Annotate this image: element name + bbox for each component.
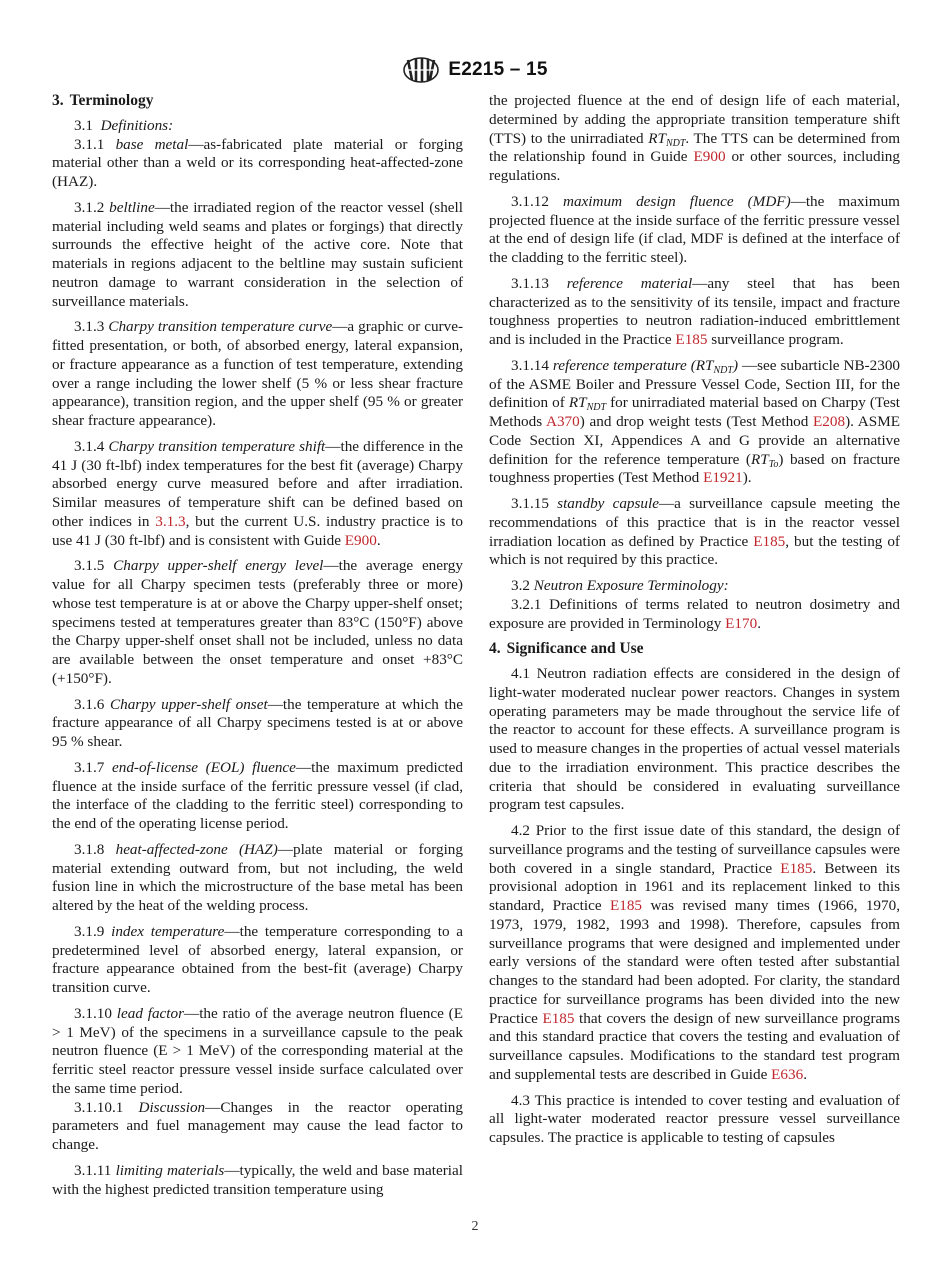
link-e185[interactable]: E185 [542,1009,575,1027]
paragraph-4-3: 4.3 This practice is intended to cover testing and evaluation of all light-water moderated reactor pressure vessel surveillance capsules. The practice is applicable to testing of capsules [489,1091,900,1146]
link-e185[interactable]: E185 [753,532,786,550]
link-e185[interactable]: E185 [675,331,708,348]
page-header [0,56,950,84]
link-3-1-3[interactable]: 3.1.3 [155,512,186,530]
section-heading-terminology: 3. Terminology [52,92,154,109]
definition-lead-factor: 3.1.10 lead factor—the ratio of the average neutron fluence (E > 1 MeV) of the specimens in a surveillance capsule to the peak neutron fluence (E > 1 MeV) of the corresponding material at the ferritic steel reactor pressure vessel inside surface calculated over the same time period. [52,1004,464,1097]
paragraph-4-1: 4.1 Neutron radiation effects are considered in the design of light-water moderated nuclear power reactors. Changes in system operating parameters may be made throughout the service life of the reactor to account for these effects. A surveillance program is used to measure changes in the properties of actual vessel materials due to the irradiation environment. This practice describes the criteria that should be considered in evaluating surveillance program test capsules. [489,665,901,814]
link-e900[interactable]: E900 [693,148,726,166]
section-heading-significance: 4. Significance and Use [489,640,644,658]
definition-upper-shelf-energy: 3.1.5 Charpy upper-shelf energy level—the average energy value for all Charpy specimen tests (preferably three or more) whose test temperature is at or above the Charpy upper-shelf onset; specimens tested at temperatures greater than 83°C (150°F) above the Charpy upper-shelf onset shall not be included, unless no data are available between the onset temperature and onset +83°C (+150°F). [52,557,463,687]
link-e636[interactable]: E636 [771,1065,804,1083]
definition-reference-temperature: 3.1.14 reference temperature $(RT_{NDT})$ —see subarticle NB-2300 of the ASME Boiler and Pressure Vessel Code, Section III, for the definition of $RT_{NDT}$ for unirradiated material based on Charpy (Test Methods A370) and drop weight tests (Test Method E208). ASME Code Section XI, Appendices A and G provide an alternative definition for the reference temperature $(RT_{To})$ based on fracture toughness properties (Test Method E1921). [489,356,901,487]
definition-eol-fluence: 3.1.7 end-of-license (EOL) fluence—the maximum predicted fluence at the inside surface of the ferritic pressure vessel (if clad, the interface of the cladding to the ferritic steel) corresponding to the end of the operating license period. [52,758,463,832]
definition-standby-capsule: 3.1.15 standby capsule—a surveillance capsule meeting the recommendations of this practice that is in the reactor vessel irradiation location as defined by Practice E185, but the testing of which is not required by this practice. [489,495,901,569]
link-e208[interactable]: E208 [813,413,846,430]
link-e900[interactable]: E900 [344,531,377,549]
definition-charpy-curve: 3.1.3 Charpy transition temperature curve—a graphic or curve-fitted presentation, or both, of absorbed energy, lateral expansion, or fracture appearance as a function of test temperature, extending over a range including the lower shelf (5 % or less shear fracture appearance), transition region, and the upper shelf (95 % or greater shear fracture appearance). [52,318,463,429]
definition-index-temperature: 3.1.9 index temperature—the temperature corresponding to a predetermined level of absorbed energy, lateral expansion, or fracture appearance obtained from the best-fit (average) Charpy transition curve. [52,922,464,996]
definition-limiting-materials-continued: the projected fluence at the end of design life of each material, determined by adding the appropriate transition temperature shift (TTS) to the unirradiated $RT_{NDT}$. The TTS can be determined from the relationship found in Guide E900 or other sources, including regulations. [489,92,901,184]
left-column [52,92,463,1206]
link-e185[interactable]: E185 [609,897,643,914]
link-e1921[interactable]: E1921 [703,469,743,487]
definition-reference-material: 3.1.13 reference material—any steel that has been characterized as to the sensitivity of its tensile, impact and fracture toughness properties to neutron radiation-induced embrittlement and is included in the Practice E185 surveillance program. [489,274,901,348]
link-e170[interactable]: E170 [725,614,758,632]
discussion-lead-factor: 3.1.10.1 Discussion—Changes in the reactor operating parameters and fuel management may cause the lead factor to change. [52,1098,463,1153]
right-column [489,92,900,1155]
definition-upper-shelf-onset: 3.1.6 Charpy upper-shelf onset—the temperature at which the fracture appearance of all Charpy specimens tested is at or above 95 % shear. [52,695,463,750]
definition-charpy-shift: 3.1.4 Charpy transition temperature shift—the difference in the 41 J (30 ft-lbf) index temperatures for the best fit (average) Charpy absorbed energy curve measured before and after irradiation. Similar measures of temperature shift can be defined based on other indices in 3.1.3, but the current U.S. industry practice is to use 41 J (30 ft-lbf) and is consistent with Guide E900. [52,437,463,549]
document-id: E2215 – 15 [448,59,548,80]
definition-base-metal: 3.1.1 base metal—as-fabricated plate material or forging material other than a weld or its corresponding heat-affected-zone (HAZ). [52,135,463,190]
link-a370[interactable]: A370 [546,413,580,430]
definition-mdf: 3.1.12 maximum design fluence (MDF)—the maximum projected fluence at the inside surface of the ferritic pressure vessel at the end of design life (if clad, MDF is defined at the interface of the cladding to the ferritic steel). [489,192,900,266]
astm-logo-icon [402,56,440,84]
page-number: 2 [471,1219,479,1234]
definition-haz: 3.1.8 heat-affected-zone (HAZ)—plate material or forging material extending outward from, but not including, the weld fusion line in which the microstructure of the base metal has been altered by the heat of the welding process. [52,840,463,914]
definition-neutron-dosimetry: 3.2.1 Definitions of terms related to neutron dosimetry and exposure are provided in Terminology E170. [489,595,901,632]
paragraph-4-2: 4.2 Prior to the first issue date of this standard, the design of surveillance programs and the testing of surveillance capsules were both covered in a single standard, Practice E185. Between its provisional adoption in 1961 and its replacement linked to this standard, Practice E185 was revised many times (1966, 1970, 1973, 1979, 1982, 1993 and 1998). Therefore, capsules from surveillance programs that were designed and implemented under early versions of the standard were often tested after substantial changes to the standard had been adopted. For clarity, the standard practice for surveillance programs has been divided into the new Practice E185 that covers the design of new surveillance programs and this standard practice that covers the testing and evaluation of surveillance capsules. Modifications to the standard test program and supplemental tests are described in Guide E636. [489,822,900,1083]
definition-limiting-materials: 3.1.11 limiting materials—typically, the weld and base material with the highest predicted transition temperature using [52,1161,463,1198]
definition-beltline: 3.1.2 beltline—the irradiated region of the reactor vessel (shell material including weld seams and plates or forgings) that directly surrounds the effective height of the active core. Note that materials in regions adjacent to the beltline may sustain suficient neutron damage to warrant consideration in the selection of surveillance materials. [52,198,463,310]
subsection-definitions: 3.1 Definitions: [74,116,174,134]
subsection-neutron-exposure: 3.2 Neutron Exposure Terminology: [511,577,729,594]
link-e185[interactable]: E185 [780,859,813,877]
